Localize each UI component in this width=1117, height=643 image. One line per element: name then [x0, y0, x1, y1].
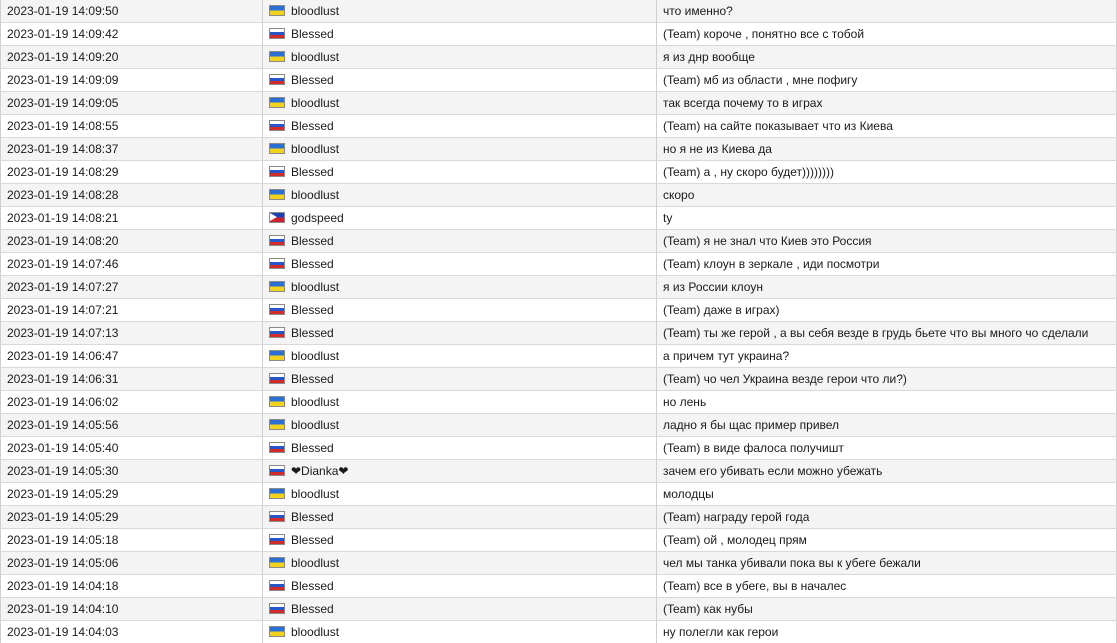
timestamp: 2023-01-19 14:05:40 [7, 441, 119, 455]
message-cell [657, 138, 1117, 161]
chat-row [1, 92, 1117, 115]
message-text: я из днр вообще [663, 50, 755, 64]
message-cell [657, 115, 1117, 138]
timestamp: 2023-01-19 14:05:18 [7, 533, 119, 547]
player-name[interactable]: Blessed [291, 602, 334, 616]
player-name[interactable]: bloodlust [291, 418, 340, 432]
message-text: но лень [663, 395, 707, 409]
timestamp: 2023-01-19 14:06:31 [7, 372, 119, 386]
chat-row [1, 621, 1117, 643]
player-cell [263, 552, 657, 575]
player-name[interactable]: Blessed [291, 73, 334, 87]
ua-flag-icon [269, 51, 285, 62]
message-text: (Team) клоун в зеркале , иди посмотри [663, 257, 880, 271]
player-name[interactable]: bloodlust [291, 556, 340, 570]
timestamp-cell [1, 184, 263, 207]
chat-row [1, 184, 1117, 207]
player-name[interactable]: ❤Dianka❤ [291, 464, 349, 478]
message-cell [657, 207, 1117, 230]
chat-row [1, 0, 1117, 23]
player-cell [263, 529, 657, 552]
timestamp-cell [1, 115, 263, 138]
ru-flag-icon [269, 120, 285, 131]
timestamp-cell [1, 345, 263, 368]
message-text: (Team) на сайте показывает что из Киева [663, 119, 893, 133]
timestamp: 2023-01-19 14:06:47 [7, 349, 119, 363]
timestamp: 2023-01-19 14:08:20 [7, 234, 119, 248]
player-name[interactable]: bloodlust [291, 487, 340, 501]
message-cell [657, 598, 1117, 621]
ru-flag-icon [269, 511, 285, 522]
ru-flag-icon [269, 327, 285, 338]
chat-row [1, 483, 1117, 506]
timestamp-cell [1, 161, 263, 184]
message-text: (Team) чо чел Украина везде герои что ли?) [663, 372, 907, 386]
chat-row [1, 391, 1117, 414]
ru-flag-icon [269, 373, 285, 384]
player-cell [263, 92, 657, 115]
ru-flag-icon [269, 465, 285, 476]
message-text: (Team) короче , понятно все с тобой [663, 27, 865, 41]
player-cell [263, 368, 657, 391]
player-cell [263, 276, 657, 299]
timestamp: 2023-01-19 14:07:13 [7, 326, 119, 340]
message-text: (Team) ты же герой , а вы себя везде в грудь бьете что вы много чо сделали [663, 326, 1089, 340]
timestamp: 2023-01-19 14:08:28 [7, 188, 119, 202]
chat-row [1, 46, 1117, 69]
player-cell [263, 345, 657, 368]
timestamp: 2023-01-19 14:09:50 [7, 4, 119, 18]
ua-flag-icon [269, 5, 285, 16]
timestamp: 2023-01-19 14:09:42 [7, 27, 119, 41]
message-cell [657, 345, 1117, 368]
ru-flag-icon [269, 304, 285, 315]
player-name[interactable]: bloodlust [291, 50, 340, 64]
message-cell [657, 460, 1117, 483]
player-name[interactable]: Blessed [291, 441, 334, 455]
timestamp: 2023-01-19 14:07:21 [7, 303, 119, 317]
timestamp-cell [1, 46, 263, 69]
player-name[interactable]: bloodlust [291, 395, 340, 409]
player-cell [263, 230, 657, 253]
message-cell [657, 552, 1117, 575]
player-name[interactable]: Blessed [291, 303, 334, 317]
ua-flag-icon [269, 350, 285, 361]
timestamp: 2023-01-19 14:04:18 [7, 579, 119, 593]
ua-flag-icon [269, 419, 285, 430]
message-text: но я не из Киева да [663, 142, 772, 156]
timestamp-cell [1, 621, 263, 643]
timestamp-cell [1, 23, 263, 46]
player-cell [263, 207, 657, 230]
player-cell [263, 483, 657, 506]
player-name[interactable]: Blessed [291, 579, 334, 593]
message-cell [657, 92, 1117, 115]
player-name[interactable]: Blessed [291, 234, 334, 248]
ph-flag-icon [269, 212, 285, 223]
player-cell [263, 115, 657, 138]
message-cell [657, 253, 1117, 276]
message-cell [657, 46, 1117, 69]
timestamp: 2023-01-19 14:05:06 [7, 556, 119, 570]
timestamp-cell [1, 69, 263, 92]
message-text: (Team) в виде фалоса получишт [663, 441, 844, 455]
message-cell [657, 184, 1117, 207]
player-cell [263, 506, 657, 529]
timestamp-cell [1, 529, 263, 552]
message-cell [657, 391, 1117, 414]
timestamp: 2023-01-19 14:05:56 [7, 418, 119, 432]
ua-flag-icon [269, 97, 285, 108]
timestamp-cell [1, 368, 263, 391]
player-name[interactable]: Blessed [291, 372, 334, 386]
message-text: так всегда почему то в играх [663, 96, 823, 110]
timestamp: 2023-01-19 14:05:29 [7, 487, 119, 501]
player-name[interactable]: bloodlust [291, 349, 340, 363]
timestamp-cell [1, 414, 263, 437]
ua-flag-icon [269, 143, 285, 154]
ru-flag-icon [269, 258, 285, 269]
timestamp: 2023-01-19 14:08:29 [7, 165, 119, 179]
player-cell [263, 322, 657, 345]
player-name[interactable]: Blessed [291, 165, 334, 179]
message-text: чел мы танка убивали пока вы к убеге бежали [663, 556, 921, 570]
player-cell [263, 414, 657, 437]
timestamp-cell [1, 598, 263, 621]
chat-row [1, 414, 1117, 437]
message-cell [657, 575, 1117, 598]
chat-row [1, 230, 1117, 253]
timestamp: 2023-01-19 14:09:05 [7, 96, 119, 110]
player-name[interactable]: bloodlust [291, 625, 340, 639]
ru-flag-icon [269, 603, 285, 614]
message-cell [657, 529, 1117, 552]
timestamp-cell [1, 437, 263, 460]
ua-flag-icon [269, 396, 285, 407]
ru-flag-icon [269, 74, 285, 85]
message-cell [657, 483, 1117, 506]
timestamp: 2023-01-19 14:06:02 [7, 395, 119, 409]
player-cell [263, 598, 657, 621]
timestamp: 2023-01-19 14:07:46 [7, 257, 119, 271]
ua-flag-icon [269, 189, 285, 200]
message-text: (Team) ой , молодец прям [663, 533, 807, 547]
player-cell [263, 437, 657, 460]
chat-row [1, 506, 1117, 529]
message-text: (Team) я не знал что Киев это Россия [663, 234, 872, 248]
timestamp: 2023-01-19 14:08:37 [7, 142, 119, 156]
message-cell [657, 299, 1117, 322]
timestamp-cell [1, 460, 263, 483]
player-cell [263, 0, 657, 23]
message-text: я из России клоун [663, 280, 763, 294]
message-cell [657, 506, 1117, 529]
timestamp: 2023-01-19 14:04:03 [7, 625, 119, 639]
message-cell [657, 230, 1117, 253]
message-text: а причем тут украина? [663, 349, 790, 363]
message-text: (Team) даже в играх) [663, 303, 780, 317]
timestamp: 2023-01-19 14:08:21 [7, 211, 119, 225]
message-cell [657, 368, 1117, 391]
message-cell [657, 161, 1117, 184]
chat-row [1, 299, 1117, 322]
timestamp-cell [1, 207, 263, 230]
timestamp: 2023-01-19 14:09:09 [7, 73, 119, 87]
ru-flag-icon [269, 166, 285, 177]
ua-flag-icon [269, 281, 285, 292]
message-cell [657, 0, 1117, 23]
chat-row [1, 115, 1117, 138]
message-cell [657, 322, 1117, 345]
message-text: ty [663, 211, 673, 225]
player-name[interactable]: bloodlust [291, 280, 340, 294]
message-text: (Team) как нубы [663, 602, 753, 616]
player-name[interactable]: godspeed [291, 211, 344, 225]
chat-row [1, 253, 1117, 276]
timestamp-cell [1, 92, 263, 115]
ru-flag-icon [269, 442, 285, 453]
timestamp: 2023-01-19 14:07:27 [7, 280, 119, 294]
message-text: молодцы [663, 487, 714, 501]
timestamp-cell [1, 391, 263, 414]
timestamp-cell [1, 230, 263, 253]
message-text: (Team) все в убеге, вы в началес [663, 579, 847, 593]
player-cell [263, 253, 657, 276]
chat-row [1, 23, 1117, 46]
message-cell [657, 414, 1117, 437]
message-cell [657, 276, 1117, 299]
chat-row [1, 276, 1117, 299]
player-name[interactable]: bloodlust [291, 142, 340, 156]
player-cell [263, 138, 657, 161]
message-cell [657, 69, 1117, 92]
player-name[interactable]: bloodlust [291, 4, 340, 18]
timestamp-cell [1, 0, 263, 23]
chat-row [1, 161, 1117, 184]
timestamp-cell [1, 575, 263, 598]
message-text: (Team) а , ну скоро будет)))))))) [663, 165, 834, 179]
timestamp: 2023-01-19 14:09:20 [7, 50, 119, 64]
message-text: зачем его убивать если можно убежать [663, 464, 883, 478]
chat-row [1, 69, 1117, 92]
chat-row [1, 575, 1117, 598]
timestamp-cell [1, 299, 263, 322]
player-cell [263, 161, 657, 184]
message-text: ладно я бы щас пример привел [663, 418, 840, 432]
chat-row [1, 437, 1117, 460]
chat-row [1, 138, 1117, 161]
player-name[interactable]: Blessed [291, 27, 334, 41]
timestamp: 2023-01-19 14:05:30 [7, 464, 119, 478]
chat-row [1, 460, 1117, 483]
timestamp-cell [1, 276, 263, 299]
ua-flag-icon [269, 626, 285, 637]
message-text: ну полегли как герои [663, 625, 779, 639]
chat-row [1, 598, 1117, 621]
player-cell [263, 299, 657, 322]
player-name[interactable]: bloodlust [291, 188, 340, 202]
message-text: что именно? [663, 4, 733, 18]
ua-flag-icon [269, 557, 285, 568]
player-name[interactable]: bloodlust [291, 96, 340, 110]
player-cell [263, 184, 657, 207]
ru-flag-icon [269, 235, 285, 246]
player-name[interactable]: Blessed [291, 510, 334, 524]
chat-row [1, 368, 1117, 391]
timestamp-cell [1, 483, 263, 506]
timestamp-cell [1, 138, 263, 161]
timestamp: 2023-01-19 14:04:10 [7, 602, 119, 616]
chat-row [1, 552, 1117, 575]
player-cell [263, 391, 657, 414]
message-text: (Team) награду герой года [663, 510, 810, 524]
player-name[interactable]: Blessed [291, 257, 334, 271]
timestamp-cell [1, 253, 263, 276]
player-cell [263, 575, 657, 598]
chat-row [1, 207, 1117, 230]
ua-flag-icon [269, 488, 285, 499]
timestamp: 2023-01-19 14:08:55 [7, 119, 119, 133]
chat-row [1, 529, 1117, 552]
message-cell [657, 437, 1117, 460]
ru-flag-icon [269, 580, 285, 591]
message-text: (Team) мб из области , мне пофигу [663, 73, 858, 87]
message-cell [657, 23, 1117, 46]
ru-flag-icon [269, 28, 285, 39]
chat-row [1, 322, 1117, 345]
timestamp-cell [1, 552, 263, 575]
player-cell [263, 46, 657, 69]
player-cell [263, 460, 657, 483]
message-cell [657, 621, 1117, 643]
player-name[interactable]: Blessed [291, 119, 334, 133]
chat-row [1, 345, 1117, 368]
player-cell [263, 23, 657, 46]
message-text: скоро [663, 188, 695, 202]
timestamp: 2023-01-19 14:05:29 [7, 510, 119, 524]
ru-flag-icon [269, 534, 285, 545]
timestamp-cell [1, 322, 263, 345]
player-cell [263, 621, 657, 643]
player-name[interactable]: Blessed [291, 326, 334, 340]
timestamp-cell [1, 506, 263, 529]
player-cell [263, 69, 657, 92]
player-name[interactable]: Blessed [291, 533, 334, 547]
chat-log-body [1, 0, 1117, 643]
